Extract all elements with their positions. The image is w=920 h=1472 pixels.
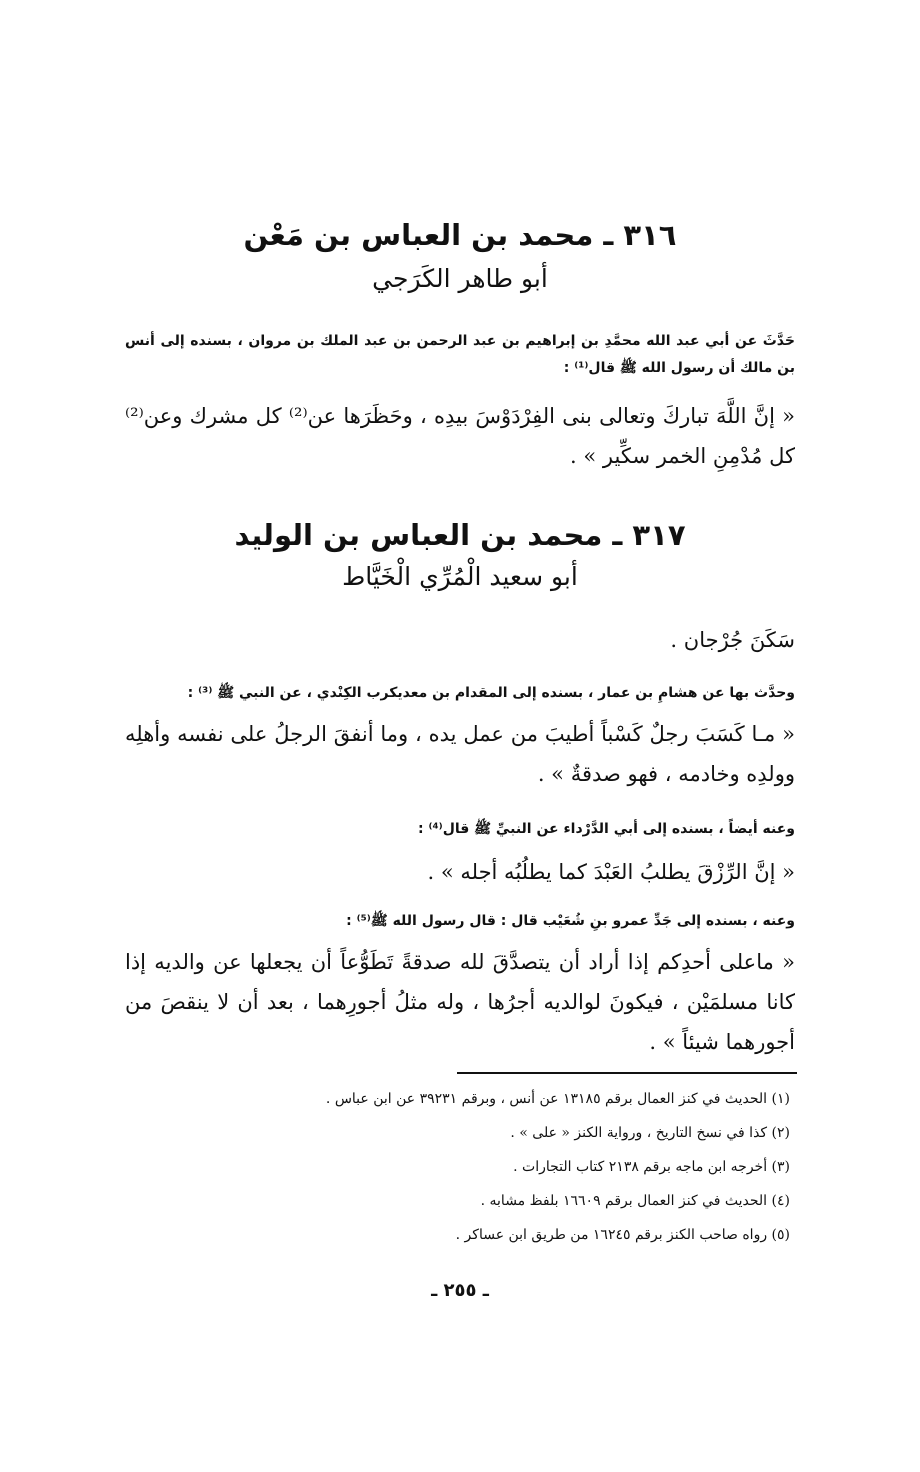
entry-317-residence: سَكَنَ جُرْجان . <box>670 628 795 652</box>
footnote-4: (٤) الحديث في كنز العمال برقم ١٦٦٠٩ بلفظ مشابه . <box>480 1193 790 1209</box>
page-number: ـ ٢٥٥ ـ <box>431 1280 489 1301</box>
entry-317-hadith-3: « ماعلى أحدِكم إذا أراد أن يتصدَّقَ لله صدقةً تَطَوُّعاً أن يجعلها عن والديه إذا كانا مسلمَيْن ، فيكونَ لوالديه أجرُها ، وله مثلُ أجورِهما ، بعد أن لا ينقصَ من أجورهما شيئاً » . <box>125 950 795 1054</box>
entry-317-isnad-3: وعنه ، بسنده إلى جَدِّ عمرو بنِ شُعَيْب قال : قال رسول الله ﷺ⁽⁵⁾ : <box>346 913 795 929</box>
entry-317-hadith-1: « مـا كَسَبَ رجلٌ كَسْباً أطيبَ من عمل يده ، وما أنفقَ الرجلُ على نفسه وأهلِه وولدِه وخادمه ، فهو صدقةٌ » . <box>125 722 795 786</box>
entry-316-hadith: « إنَّ اللَّهَ تباركَ وتعالى بنى الفِرْدَوْسَ بيدِه ، وحَظَرَها عن⁽²⁾ كل مشرك وعن⁽²⁾ كل مُدْمِنِ الخمر سكِّير » . <box>125 404 796 468</box>
entry-317-subtitle: أبو سعيد الْمُرِّي الْخَيَّاط <box>342 562 578 591</box>
entry-317-hadith-2: « إنَّ الرِّزْقَ يطلبُ العَبْدَ كما يطلُبُه أجله » . <box>427 860 795 884</box>
entry-317-isnad-2: وعنه أيضاً ، بسنده إلى أبي الدَّرْداء عن النبيِّ ﷺ قال⁽⁴⁾ : <box>418 821 795 837</box>
entry-316-title: ٣١٦ ـ محمد بن العباس بن مَعْن <box>243 218 677 252</box>
entry-317-title: ٣١٧ ـ محمد بن العباس بن الوليد <box>234 518 686 552</box>
footnote-3: (٣) أخرجه ابن ماجه برقم ٢١٣٨ كتاب التجارات . <box>513 1159 790 1175</box>
entry-316-subtitle: أبو طاهر الكَرَجي <box>372 264 548 293</box>
entry-317-isnad-1: وحدَّث بها عن هشامِ بن عمار ، بسنده إلى المقدام بن معديكرب الكِنْدي ، عن النبي ﷺ ⁽³⁾ : <box>187 685 795 701</box>
footnote-1: (١) الحديث في كنز العمال برقم ١٣١٨٥ عن أنس ، وبرقم ٣٩٢٣١ عن ابن عباس . <box>325 1091 790 1107</box>
footnote-separator <box>457 1072 797 1074</box>
footnote-2: (٢) كذا في نسخ التاريخ ، ورواية الكنز « على » . <box>510 1125 790 1141</box>
footnotes <box>130 1082 790 1252</box>
footnote-5: (٥) رواه صاحب الكنز برقم ١٦٢٤٥ من طريق ابن عساكر . <box>455 1227 790 1243</box>
entry-316-isnad: حَدَّثَ عن أبي عبد الله محمَّدِ بن إبراهيم بن عبد الرحمن بن عبد الملك بن مروان ، بسنده إلى أنس بن مالك أن رسول الله ﷺ قال⁽¹⁾ : <box>125 333 795 376</box>
